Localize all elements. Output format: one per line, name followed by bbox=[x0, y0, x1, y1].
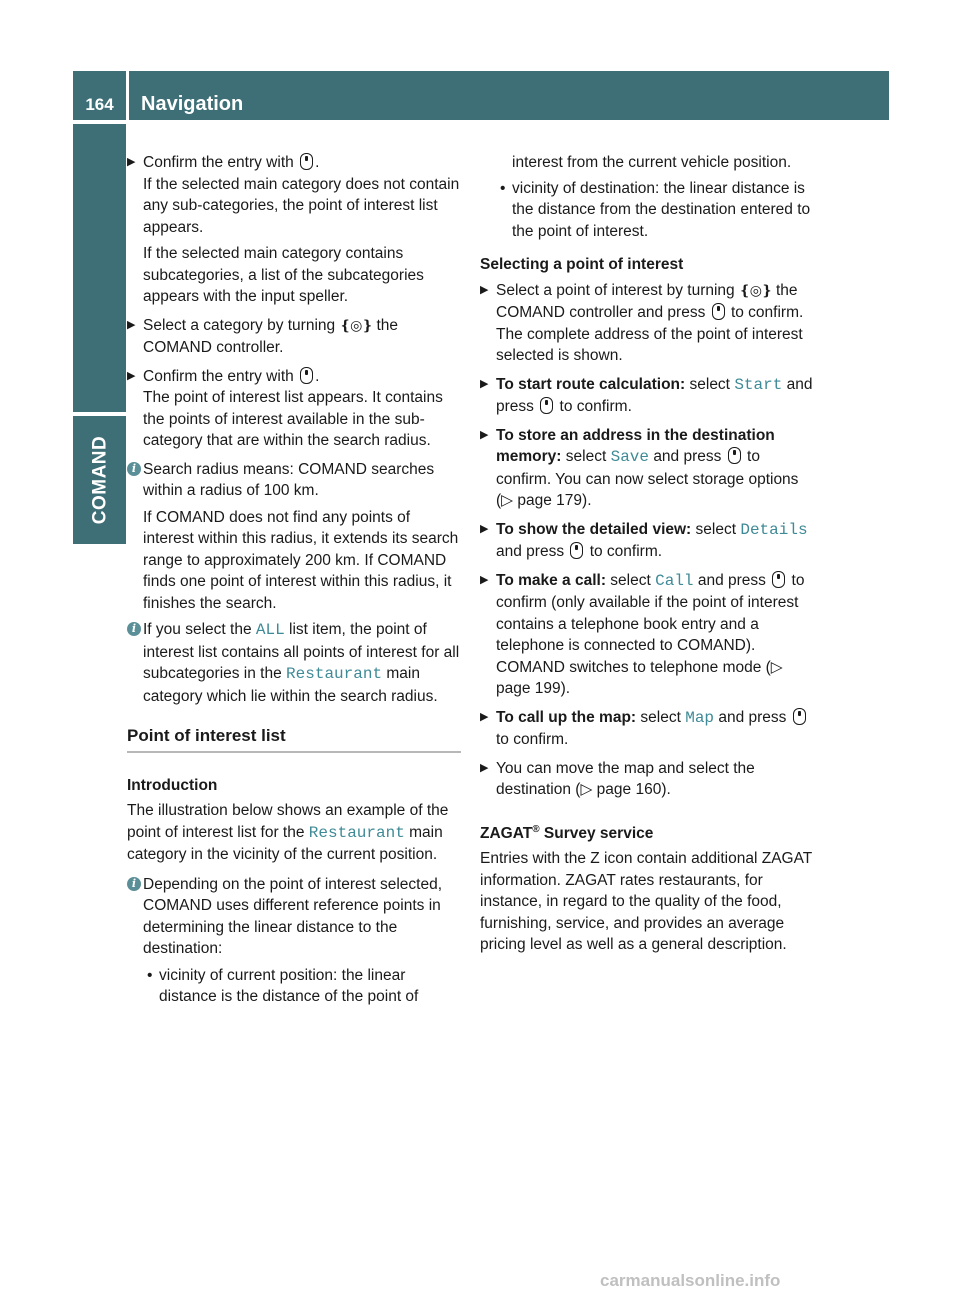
step-arrow-icon bbox=[480, 758, 488, 780]
info-reference-points: i Depending on the point of interest selected, COMAND uses different reference points in determining the linear distance to the destination: • vicinity of current position: the linear distance is the distance of the point of bbox=[127, 874, 461, 1008]
step-make-call: ▶ To make a call: select Call and press to confirm (only available if the point of interest contains a telephone book entry and a telephone is connected to COMAND). COMAND switches to telephone mode (▷ page 199). bbox=[480, 570, 814, 700]
step-arrow-icon bbox=[127, 315, 135, 337]
controller-press-icon bbox=[772, 571, 785, 588]
controller-press-icon bbox=[570, 542, 583, 559]
list-item-continued: interest from the current vehicle position. bbox=[512, 154, 792, 171]
info-all-item: i If you select the ALL list item, the point of interest list contains all points of interest for all subcategories in the Restaurant main category which lie within the search radius. bbox=[127, 619, 461, 707]
step-call-map: ▶ To call up the map: select Map and press to confirm. bbox=[480, 707, 814, 751]
step-store-address: ▶ To store an address in the destination memory: select Save and press to confirm. You can now select storage options (▷ page 179). bbox=[480, 425, 814, 512]
introduction-text: The illustration below shows an example of the point of interest list for the Restaurant main category in the vicinity of the current position. bbox=[127, 802, 449, 863]
info-search-radius: i Search radius means: COMAND searches within a radius of 100 km. If COMAND does not find any points of interest within this radius, it extends its search range to approximately 200 km. If COMAND finds one point of interest within this radius, it finishes the search. bbox=[127, 459, 461, 615]
info-icon: i bbox=[127, 462, 141, 476]
step-arrow-icon bbox=[127, 366, 135, 388]
step-arrow-icon bbox=[480, 425, 488, 447]
watermark: carmanualsonline.info bbox=[600, 1271, 781, 1290]
step-confirm-entry: ▶ Confirm the entry with . If the selected main category does not contain any sub-categories, the point of interest list appears. If the selected main category contains subcategories, a list of the subcategories appears with the input speller. bbox=[127, 152, 461, 308]
step-arrow-icon bbox=[480, 280, 488, 302]
step-select-category: ▶ Select a category by turning ❴◎❵ the COMAND controller. bbox=[127, 315, 461, 359]
controller-press-icon bbox=[540, 397, 553, 414]
step-select-poi: ▶ Select a point of interest by turning ❴◎❵ the COMAND controller and press to confirm. The complete address of the point of interest selected is shown. bbox=[480, 280, 814, 367]
controller-press-icon bbox=[712, 303, 725, 320]
zagat-heading: ZAGAT® Survey service bbox=[480, 823, 654, 842]
step-confirm-entry-2: ▶ Confirm the entry with . The point of interest list appears. It contains the points of interest available in the sub-category that are within the search radius. bbox=[127, 366, 461, 452]
controller-turn-icon: ❴◎❵ bbox=[339, 317, 373, 334]
introduction-heading: Introduction bbox=[127, 776, 218, 794]
info-icon: i bbox=[127, 622, 141, 636]
list-item: • vicinity of current position: the linear distance is the distance of the point of bbox=[143, 965, 461, 1008]
step-start-route: ▶ To start route calculation: select Start and press to confirm. bbox=[480, 374, 814, 418]
controller-turn-icon: ❴◎❵ bbox=[738, 282, 772, 299]
page-title: Navigation bbox=[141, 93, 244, 115]
controller-press-icon bbox=[793, 708, 806, 725]
side-tab-gap bbox=[73, 412, 126, 416]
step-arrow-icon bbox=[480, 570, 488, 592]
controller-press-icon bbox=[300, 153, 313, 170]
selecting-heading: Selecting a point of interest bbox=[480, 256, 684, 273]
step-move-map: ▶ You can move the map and select the destination (▷ page 160). bbox=[480, 758, 814, 801]
page-number: 164 bbox=[85, 95, 114, 114]
info-icon: i bbox=[127, 877, 141, 891]
step-arrow-icon bbox=[480, 519, 488, 541]
side-tab-label: COMAND bbox=[89, 435, 111, 525]
list-item: • vicinity of destination: the linear distance is the distance from the destination entered to the point of interest. bbox=[480, 178, 814, 243]
left-column bbox=[127, 152, 461, 1013]
controller-press-icon bbox=[300, 367, 313, 384]
right-column bbox=[480, 152, 814, 961]
section-heading: Point of interest list bbox=[127, 725, 461, 753]
step-arrow-icon bbox=[127, 152, 135, 174]
step-arrow-icon bbox=[480, 374, 488, 396]
step-arrow-icon bbox=[480, 707, 488, 729]
header-separator bbox=[126, 71, 129, 120]
controller-press-icon bbox=[728, 447, 741, 464]
step-detailed-view: ▶ To show the detailed view: select Details and press to confirm. bbox=[480, 519, 814, 563]
zagat-text: Entries with the Z icon contain additional ZAGAT information. ZAGAT rates restaurants, for instance, in regard to the quality of the food, furnishing, service, and provides an average pricing level as well as a general description. bbox=[480, 850, 812, 953]
